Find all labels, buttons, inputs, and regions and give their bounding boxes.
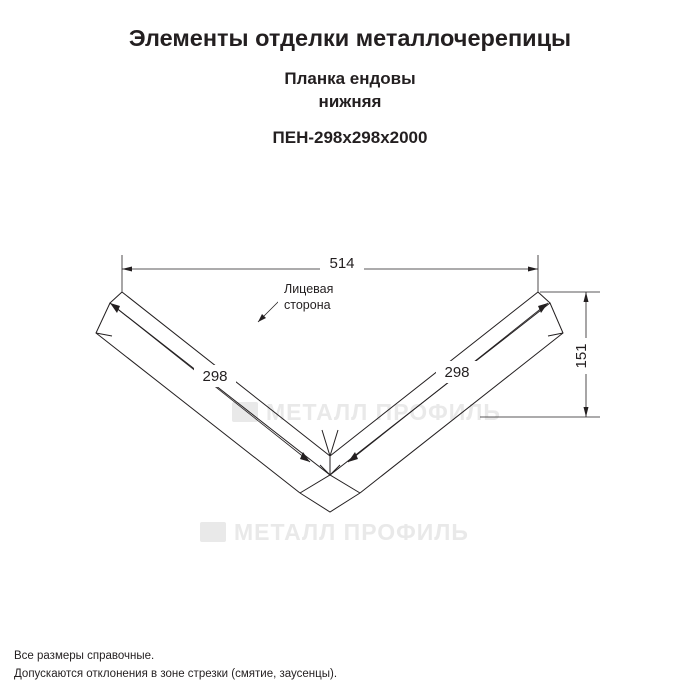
face-side-label-line1: Лицевая xyxy=(284,282,334,296)
header xyxy=(0,0,700,148)
watermark-top xyxy=(232,399,501,425)
watermark-text: МЕТАЛЛ ПРОФИЛЬ xyxy=(234,519,469,545)
product-subtitle xyxy=(0,68,700,114)
footnote-line-1: Все размеры справочные. xyxy=(14,650,155,663)
footnote-line-2: Допускаются отклонения в зоне стрезки (смятие, заусенцы). xyxy=(14,668,338,681)
technical-drawing xyxy=(0,170,700,610)
footnotes xyxy=(14,648,337,684)
watermark-text: МЕТАЛЛ ПРОФИЛЬ xyxy=(266,399,501,425)
right-flange-label: 298 xyxy=(444,364,470,381)
product-subtitle-line2: нижняя xyxy=(318,91,382,111)
product-code: ПЕН-298x298x2000 xyxy=(272,127,428,147)
top-dimension-label: 514 xyxy=(329,255,355,272)
height-dimension-label: 151 xyxy=(573,343,590,369)
product-subtitle-line1: Планка ендовы xyxy=(284,68,416,88)
page-title: Элементы отделки металлочерепицы xyxy=(128,25,572,51)
drawing-svg xyxy=(0,170,700,610)
left-flange-label: 298 xyxy=(202,368,228,385)
face-side-label-line2: сторона xyxy=(284,298,331,312)
watermark-middle xyxy=(200,519,469,545)
